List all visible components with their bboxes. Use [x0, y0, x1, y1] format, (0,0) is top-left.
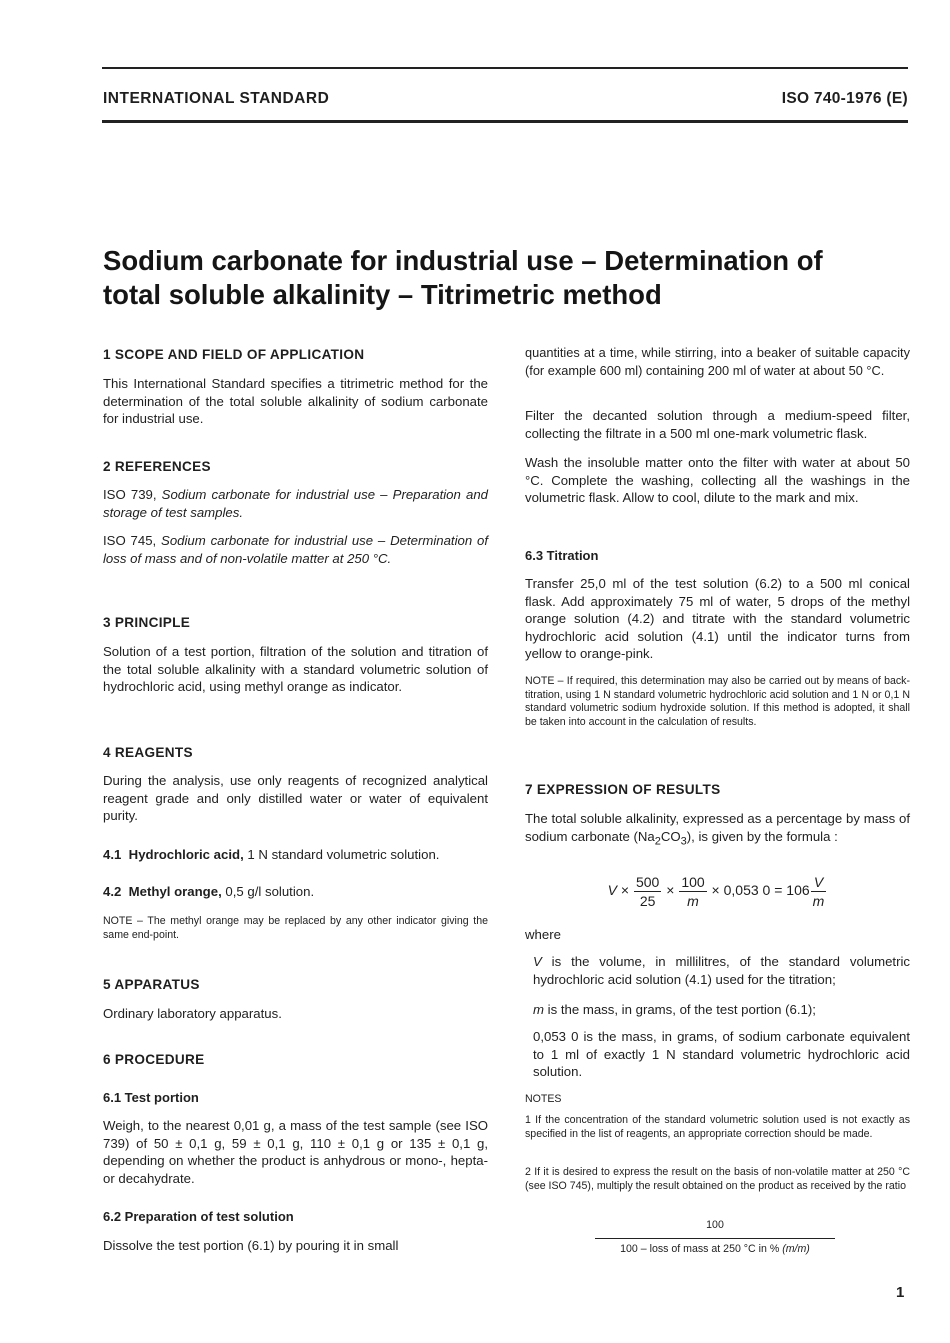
- section-2-heading: 2 REFERENCES: [103, 459, 211, 474]
- title-line-2: total soluble alkalinity – Titrimetric method: [103, 279, 662, 310]
- definition-m-text: is the mass, in grams, of the test portion (6.1);: [544, 1002, 816, 1017]
- reference-iso-739: [103, 486, 488, 521]
- section-5-body: Ordinary laboratory apparatus.: [103, 1006, 282, 1021]
- preparation-body-3: Wash the insoluble matter onto the filter with water at about 50 °C. Complete the washing, collecting all the washings in the volumetric flask. Allow to cool, dilute to the mark and mix.: [525, 455, 910, 505]
- definition-constant: 0,053 0 is the mass, in grams, of sodium carbonate equivalent to 1 ml of exactly 1 N standard volumetric hydrochloric acid solution.: [533, 1029, 910, 1079]
- header-standard-number: ISO 740-1976 (E): [781, 90, 908, 107]
- alkalinity-formula: [525, 873, 910, 910]
- definition-v-text: is the volume, in millilitres, of the standard volumetric hydrochloric acid solution (4.1) used for the titration;: [533, 954, 910, 987]
- intro-part-c: ), is given by the formula :: [686, 828, 838, 844]
- section-3-heading: 3 PRINCIPLE: [103, 615, 191, 630]
- section-7-heading: 7 EXPRESSION OF RESULTS: [525, 782, 721, 797]
- ref1-title: Sodium carbonate for industrial use – Preparation and storage of test samples.: [103, 487, 488, 520]
- note-1: 1 If the concentration of the standard volumetric solution used is not exactly as specified in the list of reagents, an appropriate correction should be made.: [525, 1114, 910, 1140]
- intro-part-b: CO: [660, 828, 681, 844]
- ratio-fraction: [595, 1217, 835, 1258]
- reference-iso-745: [103, 532, 488, 567]
- formula-num-500: 500: [635, 874, 660, 890]
- preparation-body-1-prefix: Dissolve the test portion (6.1) by pouring it in small: [103, 1238, 399, 1253]
- subsection-6-1-body: Weigh, to the nearest 0,01 g, a mass of the test sample (see ISO 739) of 50 ± 0,1 g, 59 ± 0,1 g, 110 ± 0,1 g or 135 ± 0,1 g, depending on whether the product is anhydrous or mono-, hepta- or decahydrate.: [103, 1118, 488, 1186]
- formula-den-m2: m: [812, 893, 825, 909]
- reagent-4-2-text: 0,5 g/l solution.: [221, 884, 315, 899]
- ref1-code: ISO 739,: [103, 487, 162, 502]
- header-standard-label: INTERNATIONAL STANDARD: [103, 90, 330, 107]
- section-6-heading: 6 PROCEDURE: [103, 1052, 205, 1067]
- formula-den-m: m: [687, 893, 699, 909]
- formula-num-100: 100: [681, 874, 705, 890]
- section-1-heading: 1 SCOPE AND FIELD OF APPLICATION: [103, 347, 365, 362]
- section-1-body: This International Standard specifies a titrimetric method for the determination of the total soluble alkalinity of sodium carbonate for industrial use.: [103, 376, 488, 426]
- formula-den-25: 25: [639, 893, 656, 909]
- definition-m: [533, 1001, 910, 1019]
- section-6-note: NOTE – If required, this determination may also be carried out by means of back-titration, using 1 N standard volumetric hydrochloric acid solution and 1 N or 0,1 N standard volumetric sodium hydroxide solution. If this method is adopted, it shall be taken into account in the calculation of results.: [525, 675, 910, 728]
- note-2: 2 If it is desired to express the result on the basis of non-volatile matter at 250 °C (see ISO 745), multiply the result obtained on the product as received by the ratio: [525, 1166, 910, 1192]
- definition-v-symbol: V: [533, 954, 542, 969]
- subsection-6-3-body: Transfer 25,0 ml of the test solution (6.2) to a 500 ml conical flask. Add approximately 75 ml of water, 5 drops of the methyl orange solution (4.2) and titrate with the standard volumetric hydrochloric acid solution (4.1) until the indicator turns from yellow to orange-pink.: [525, 576, 910, 661]
- header-top-rule: [102, 67, 908, 69]
- where-label: where: [525, 927, 561, 942]
- ref2-code: ISO 745,: [103, 533, 162, 548]
- section-4-body: During the analysis, use only reagents of recognized analytical reagent grade and only distilled water or water of equivalent purity.: [103, 773, 488, 823]
- subsection-6-1-heading: 6.1 Test portion: [103, 1090, 199, 1105]
- intro-part-a: The total soluble alkalinity, expressed as a percentage by mass of sodium carbonate (Na: [525, 811, 910, 844]
- ratio-denominator: [595, 1239, 835, 1259]
- reagent-4-1-number: 4.1: [103, 847, 122, 862]
- reagent-4-2-number: 4.2: [103, 884, 122, 899]
- definition-v: [533, 953, 910, 988]
- formula-middle: × 0,053 0 = 106: [707, 882, 810, 899]
- section-3-body: Solution of a test portion, filtration of the solution and titration of the total soluble alkalinity with a standard volumetric solution of hydrochloric acid, using methyl orange as indicator.: [103, 644, 488, 694]
- preparation-body-1: quantities at a time, while stirring, into a beaker of suitable capacity (for example 600 ml) containing 200 ml of water at about 50 °C.: [525, 345, 910, 378]
- subsection-6-3-heading: 6.3 Titration: [525, 548, 599, 563]
- notes-heading: NOTES: [525, 1093, 562, 1105]
- reagent-4-2-name: Methyl orange,: [128, 884, 222, 899]
- formula-fraction-100-m: [679, 873, 706, 910]
- formula-fraction-v-m: [811, 873, 827, 910]
- formula-times-2: ×: [662, 882, 679, 899]
- ratio-denominator-text: 100 – loss of mass at 250 °C in %: [620, 1242, 783, 1255]
- intro-subscript-2: 2: [654, 835, 661, 848]
- section-4-heading: 4 REAGENTS: [103, 745, 193, 760]
- formula-fraction-500-25: [634, 873, 661, 910]
- ratio-numerator: 100: [595, 1217, 835, 1239]
- formula-num-v: V: [811, 873, 827, 892]
- page-number: 1: [896, 1284, 905, 1301]
- section-5-heading: 5 APPARATUS: [103, 977, 200, 992]
- preparation-body-2: Filter the decanted solution through a medium-speed filter, collecting the filtrate in a 500 ml one-mark volumetric flask.: [525, 408, 910, 441]
- ref2-title: Sodium carbonate for industrial use – Determination of loss of mass and of non-volatile matter at 250 °C.: [103, 533, 488, 566]
- title-line-1: Sodium carbonate for industrial use – Determination of: [103, 245, 823, 276]
- intro-subscript-3: 3: [680, 835, 687, 848]
- formula-v: V: [607, 882, 618, 899]
- reagent-4-1: [103, 846, 488, 864]
- formula-times-1: ×: [617, 882, 633, 899]
- reagent-4-2: [103, 883, 488, 901]
- ratio-denominator-unit: (m/m): [782, 1242, 810, 1255]
- reagent-4-1-name: Hydrochloric acid,: [128, 847, 244, 862]
- reagent-4-1-text: 1 N standard volumetric solution.: [243, 847, 440, 862]
- section-7-intro: [525, 810, 910, 851]
- definition-m-symbol: m: [533, 1002, 544, 1017]
- document-title: [103, 244, 903, 312]
- header-bottom-rule: [102, 120, 908, 123]
- section-4-note: NOTE – The methyl orange may be replaced by any other indicator giving the same end-point.: [103, 915, 488, 941]
- subsection-6-2-heading: 6.2 Preparation of test solution: [103, 1209, 294, 1224]
- preparation-body-1-line-left: [103, 1237, 488, 1255]
